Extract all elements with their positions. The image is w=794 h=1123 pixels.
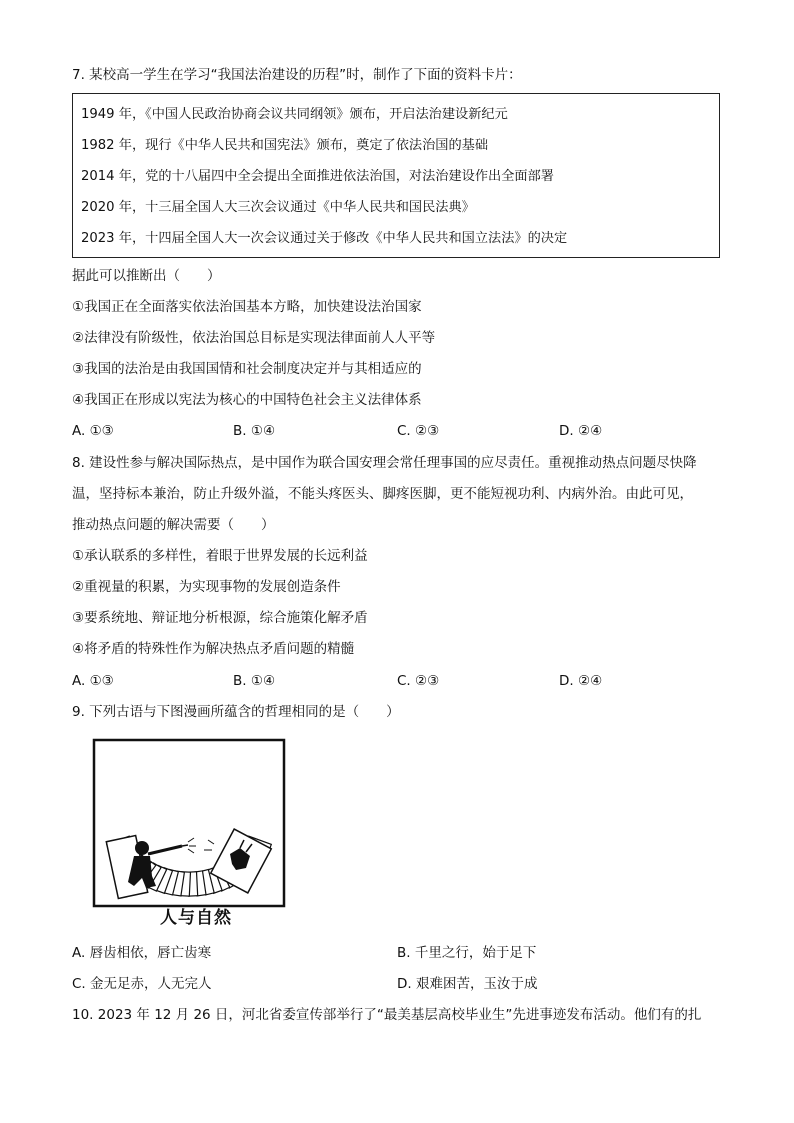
q7-statement-4: ④我国正在形成以宪法为核心的中国特色社会主义法律体系	[72, 392, 422, 408]
q7-card-line-2: 1982 年，现行《中华人民共和国宪法》颁布，奠定了依法治国的基础	[81, 138, 489, 153]
q10-stem: 10. 2023 年 12 月 26 日，河北省委宣传部举行了“最美基层高校毕业生”先进事迹发布活动。他们有的扎	[72, 1007, 702, 1023]
q9-option-c: C. 金无足赤，人无完人	[72, 976, 212, 992]
q8-stem-line-3: 推动热点问题的解决需要（ ）	[72, 517, 275, 533]
q9-cartoon	[90, 736, 288, 932]
q8-option-c: C. ②③	[397, 673, 440, 689]
q7-statement-2: ②法律没有阶级性，依法治国总目标是实现法律面前人人平等	[72, 330, 436, 346]
q8-statement-2: ②重视量的积累，为实现事物的发展创造条件	[72, 579, 341, 595]
q7-option-c: C. ②③	[397, 423, 440, 439]
q9-stem: 9. 下列古语与下图漫画所蕴含的哲理相同的是（ ）	[72, 704, 400, 720]
q8-statement-1: ①承认联系的多样性，着眼于世界发展的长远利益	[72, 548, 368, 564]
q8-option-a: A. ①③	[72, 673, 114, 689]
q7-info-card	[72, 93, 720, 258]
q9-option-a: A. 唇齿相依，唇亡齿寒	[72, 945, 212, 961]
q7-card-line-3: 2014 年，党的十八届四中全会提出全面推进依法治国，对法治建设作出全面部署	[81, 169, 554, 184]
domino-cartoon-illustration	[90, 736, 288, 932]
q8-statement-3: ③要系统地、辩证地分析根源，综合施策化解矛盾	[72, 610, 368, 626]
q7-statement-1: ①我国正在全面落实依法治国基本方略，加快建设法治国家	[72, 299, 422, 315]
q9-cartoon-caption: 人与自然	[160, 908, 232, 928]
q8-stem-line-1: 8. 建设性参与解决国际热点，是中国作为联合国安理会常任理事国的应尽责任。重视推动热点问题尽快降	[72, 455, 697, 471]
q7-card-line-1: 1949 年，《中国人民政治协商会议共同纲领》颁布，开启法治建设新纪元	[81, 107, 508, 122]
q9-option-b: B. 千里之行，始于足下	[397, 945, 537, 961]
q8-option-d: D. ②④	[559, 673, 603, 689]
q7-card-line-5: 2023 年，十四届全国人大一次会议通过关于修改《中华人民共和国立法法》的决定	[81, 231, 568, 246]
q7-stem: 7. 某校高一学生在学习“我国法治建设的历程”时，制作了下面的资料卡片：	[72, 67, 522, 83]
q7-statement-3: ③我国的法治是由我国国情和社会制度决定并与其相适应的	[72, 361, 422, 377]
q8-stem-line-2: 温，坚持标本兼治，防止升级外溢，不能头疼医头、脚疼医脚，更不能短视功利、内病外治。由此可见，	[72, 486, 693, 502]
q9-option-d: D. 艰难困苦，玉汝于成	[397, 976, 538, 992]
q7-option-d: D. ②④	[559, 423, 603, 439]
q7-card-line-4: 2020 年，十三届全国人大三次会议通过《中华人民共和国民法典》	[81, 200, 475, 215]
q8-option-b: B. ①④	[233, 673, 276, 689]
q8-statement-4: ④将矛盾的特殊性作为解决热点矛盾问题的精髓	[72, 641, 355, 657]
q7-prompt: 据此可以推断出（ ）	[72, 268, 221, 284]
q7-option-a: A. ①③	[72, 423, 114, 439]
q7-option-b: B. ①④	[233, 423, 276, 439]
